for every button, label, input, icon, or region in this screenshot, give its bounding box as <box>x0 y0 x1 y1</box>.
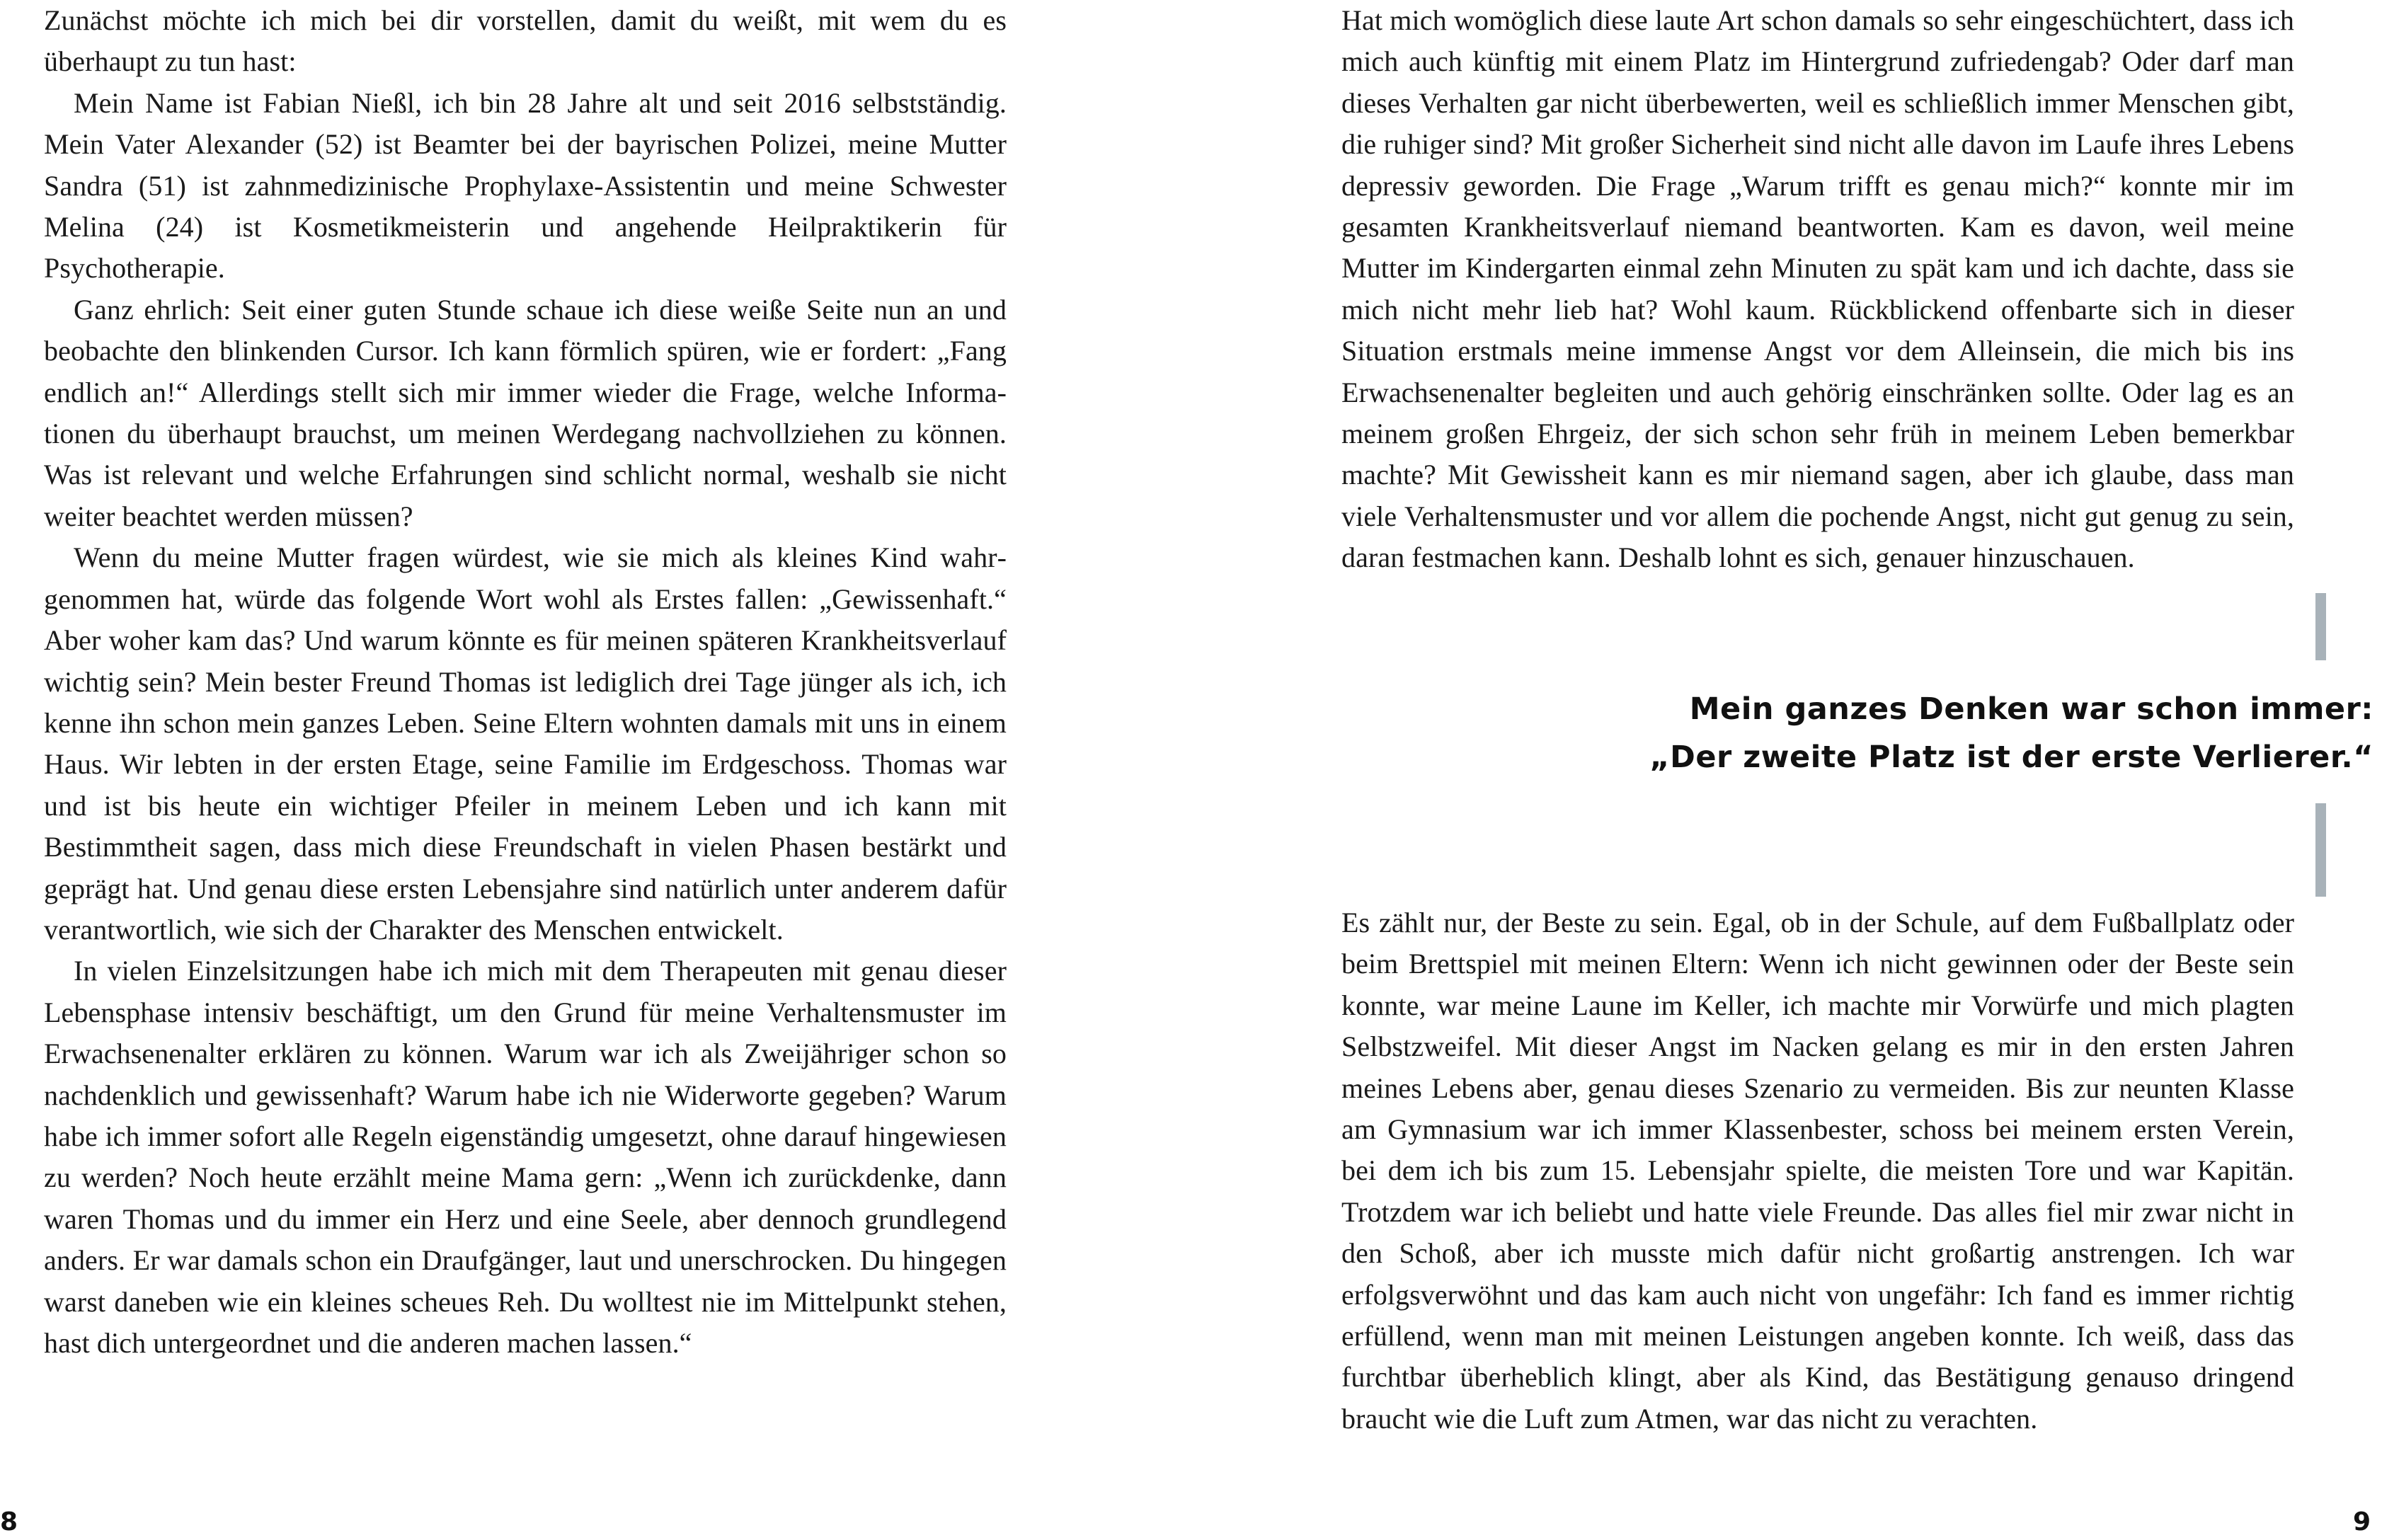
right-page <box>1191 0 2382 1540</box>
paragraph: Wenn du meine Mutter fragen würdest, wie sie mich als kleines Kind wahrgenommen hat, würde das folgende Wort wohl als Erstes fallen: „Gewissenhaft.“ Aber woher kam das? Und warum könnte es für meinen späteren Krankheitsverlauf wichtig sein? Mein bester Freund Thomas ist lediglich drei Tage jünger als ich, ich kenne ihn schon mein ganzes Leben. Seine Eltern wohnten damals mit uns in einem Haus. Wir lebten in der ersten Etage, seine Familie im Erdgeschoss. Thomas war und ist bis heute ein wichtiger Pfeiler in meinem Leben und ich kann mit Bestimmtheit sagen, dass mich diese Freundschaft in vielen Phasen bestärkt und geprägt hat. Und genau diese ersten Lebensjahre sind natürlich unter anderem dafür verantwortlich, wie sich der Charakter des Menschen entwickelt. <box>44 541 1007 946</box>
paragraph: Hat mich womöglich diese laute Art schon damals so sehr eingeschüchtert, dass ich mich auch künftig mit einem Platz im Hintergrund zufriedengab? Oder darf man dieses Verhalten gar nicht überbewerten, weil es schließlich immer Menschen gibt, die ruhiger sind? Mit großer Sicherheit sind nicht alle davon im Laufe ihres Lebens depressiv geworden. Die Frage „Warum trifft es genau mich?“ konnte mir im gesamten Krankheitsverlauf niemand beantworten. Kam es davon, weil meine Mutter im Kindergarten einmal zehn Minuten zu spät kam und ich dachte, dass sie mich nicht mehr lieb hat? Wohl kaum. Rückblickend offenbarte sich in dieser Situation erstmals meine immense Angst vor dem Alleinsein, die mich bis ins Erwachsenenalter begleiten und auch gehörig einschränken sollte. Oder lag es an meinem großen Ehrgeiz, der sich schon sehr früh in meinem Leben bemerkbar machte? Mit Gewissheit kann es mir niemand sagen, aber ich glaube, dass man viele Verhaltensmuster und vor allem die pochende Angst, nicht gut genug zu sein, daran festmachen kann. Deshalb lohnt es sich, genauer hinzuschauen. <box>1341 4 2294 574</box>
pull-quote-line-2: „Der zweite Platz ist der erste Verlierer.“ <box>1649 740 2374 775</box>
paragraph: Ganz ehrlich: Seit einer guten Stunde schaue ich diese weiße Seite nun an und beobachte den blinkenden Cursor. Ich kann förmlich spüren, wie er fordert: „Fang endlich an!“ Allerdings stellt sich mir immer wieder die Frage, welche Informationen du überhaupt brauchst, um meinen Werdegang nachvollziehen zu können. Was ist relevant und welche Erfahrungen sind schlicht normal, weshalb sie nicht weiter beachtet werden müssen? <box>44 293 1007 532</box>
right-page-bottom-body <box>1341 902 2294 1440</box>
paragraph: Mein Name ist Fabian Nießl, ich bin 28 Jahre alt und seit 2016 selbstständig. Mein Vater Alexander (52) ist Beamter bei der bayrischen Polizei, meine Mutter Sandra (51) ist zahnmedizinische Prophylaxe-Assistentin und meine Schwester Melina (24) ist Kosmetikmeisterin und angehende Heilpraktikerin für Psychotherapie. <box>44 86 1007 285</box>
pull-quote <box>1649 685 2374 781</box>
pull-quote-line-1: Mein ganzes Denken war schon immer: <box>1689 691 2374 727</box>
quote-bar-top <box>2315 593 2326 660</box>
right-page-top-body <box>1341 0 2294 579</box>
quote-bar-bottom <box>2315 803 2326 897</box>
page-number: 8 <box>0 1507 18 1536</box>
left-page-body <box>44 0 1007 1364</box>
paragraph: Es zählt nur, der Beste zu sein. Egal, ob in der Schule, auf dem Fußballplatz oder beim Brettspiel mit meinen Eltern: Wenn ich nicht gewinnen oder der Beste sein konnte, war meine Laune im Keller, ich machte mir Vorwürfe und mich plagten Selbstzweifel. Mit dieser Angst im Nacken gelang es mir in den ersten Jahren meines Lebens aber, genau dieses Szenario zu vermeiden. Bis zur neunten Klasse am Gymnasium war ich immer Klassenbester, schoss bei meinem ersten Verein, bei dem ich bis zum 15. Lebensjahr spielte, die meisten Tore und war Kapitän. Trotzdem war ich beliebt und hatte viele Freunde. Das alles fiel mir zwar nicht in den Schoß, aber ich musste mich dafür nicht großartig anstrengen. Ich war erfolgsverwöhnt und das kam auch nicht von ungefähr: Ich fand es immer richtig erfüllend, wenn man mit meinen Leistungen angeben konnte. Ich weiß, dass das furchtbar überheblich klingt, aber als Kind, das Bestätigung genauso dringend braucht wie die Luft zum Atmen, war das nicht zu verachten. <box>1341 907 2294 1435</box>
paragraph: Zunächst möchte ich mich bei dir vorstellen, damit du weißt, mit wem du es überhaupt zu tun hast: <box>44 4 1007 78</box>
paragraph: In vielen Einzelsitzungen habe ich mich mit dem Therapeuten mit genau dieser Lebensphase intensiv beschäftigt, um den Grund für meine Verhaltensmuster im Erwachsenenalter erklären zu können. Warum war ich als Zweijähriger schon so nachdenklich und gewissenhaft? Warum habe ich nie Widerworte gegeben? Warum habe ich immer sofort alle Regeln eigenständig umgesetzt, ohne darauf hingewiesen zu werden? Noch heute erzählt meine Mama gern: „Wenn ich zurückdenke, dann waren Thomas und du immer ein Herz und eine Seele, aber dennoch grundlegend anders. Er war damals schon ein Draufgänger, laut und unerschrocken. Du hingegen warst daneben wie ein kleines scheues Reh. Du wolltest nie im Mittelpunkt stehen, hast dich untergeordnet und die anderen machen lassen.“ <box>44 955 1007 1359</box>
page-number: 9 <box>2352 1507 2371 1536</box>
